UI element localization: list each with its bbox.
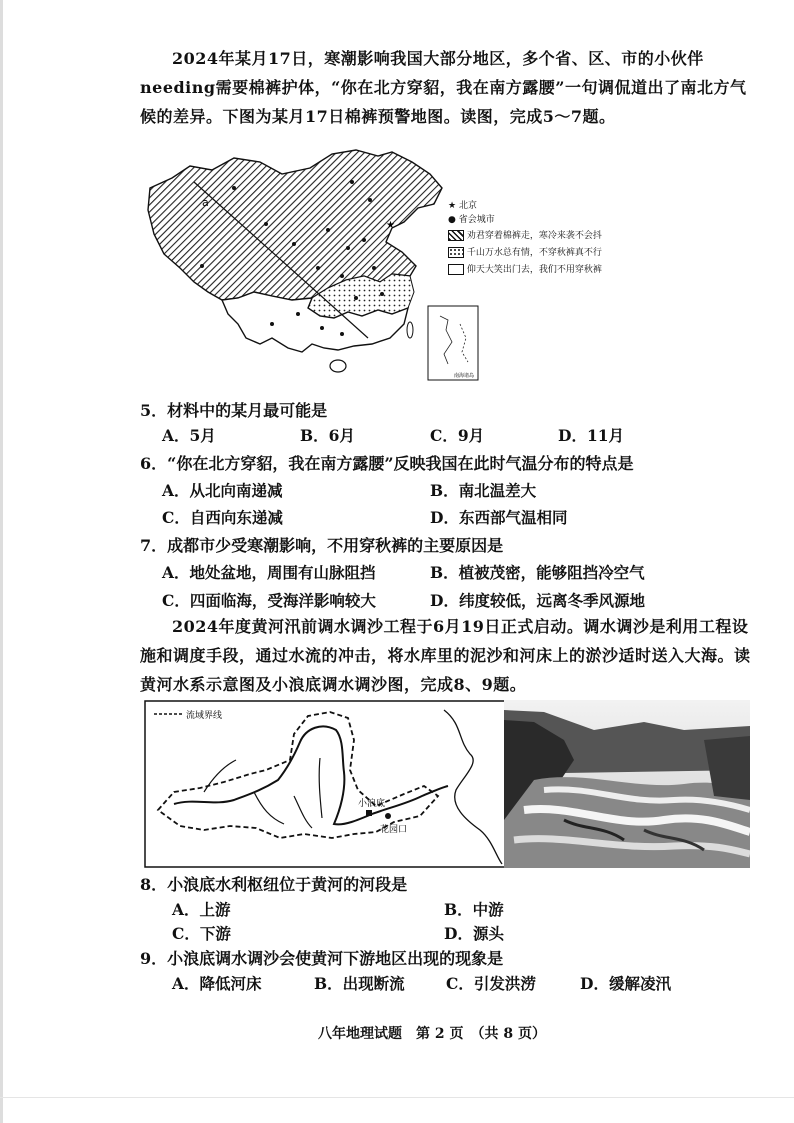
q9-option-d[interactable]: D．缓解凌汛 xyxy=(580,974,671,993)
q8-option-c[interactable]: C．下游 xyxy=(172,924,231,943)
scan-bottom-line xyxy=(0,1097,794,1098)
south-sea-inset xyxy=(428,306,478,380)
hainan-island xyxy=(330,360,346,372)
q7-option-b[interactable]: B．植被茂密，能够阻挡冷空气 xyxy=(430,563,645,582)
xiaolangdi-photo xyxy=(504,700,750,868)
intro-paragraph-1 xyxy=(140,44,760,131)
huayuankou-marker xyxy=(385,813,391,819)
blank-swatch-icon xyxy=(448,264,464,275)
q6-option-c[interactable]: C．自西向东递减 xyxy=(162,508,283,527)
xiaolangdi-marker xyxy=(366,810,372,816)
yellow-river-map xyxy=(144,700,506,868)
legend-capital: ● 省会城市 xyxy=(448,215,495,225)
label-huayuankou: 花园口 xyxy=(380,825,408,835)
scan-edge xyxy=(0,0,3,1123)
question-5-stem: 5．材料中的某月最可能是 xyxy=(140,401,328,420)
dots-swatch-icon xyxy=(448,247,464,258)
inset-label: 南海诸岛 xyxy=(454,373,475,379)
q5-option-d[interactable]: D．11月 xyxy=(558,426,625,445)
question-9-stem: 9．小浪底调水调沙会使黄河下游地区出现的现象是 xyxy=(140,949,504,968)
label-a: a xyxy=(202,196,209,209)
legend-blank: 仰天大笑出门去，我们不用穿秋裤 xyxy=(448,262,602,275)
star-icon: ★ xyxy=(448,201,457,211)
q6-option-b[interactable]: B．南北温差大 xyxy=(430,481,537,500)
cold-warning-map xyxy=(142,148,482,384)
legend-hatch: 劝君穿着棉裤走，寒冷来袭不会抖 xyxy=(448,228,602,241)
taiwan-island xyxy=(407,322,413,338)
q9-option-a[interactable]: A．降低河床 xyxy=(172,974,262,993)
intro-2-text: 2024年度黄河汛前调水调沙工程于6月19日正式启动。调水调沙是利用工程设施和调度手段，通过水流的冲击，将水库里的泥沙和河床上的淤沙适时送入大海。读黄河水系示意图及小浪底调水调沙图，完成8、9题。 xyxy=(140,617,751,694)
q8-option-b[interactable]: B．中游 xyxy=(444,900,504,919)
q7-option-a[interactable]: A．地处盆地，周围有山脉阻挡 xyxy=(162,563,376,582)
question-7-stem: 7．成都市少受寒潮影响，不用穿秋裤的主要原因是 xyxy=(140,536,504,555)
question-6-stem: 6．“你在北方穿貂，我在南方露腰”反映我国在此时气温分布的特点是 xyxy=(140,454,634,473)
q8-option-d[interactable]: D．源头 xyxy=(444,924,504,943)
page-footer: 八年地理试题 第 2 页 （共 8 页） xyxy=(318,1026,546,1042)
q6-option-d[interactable]: D．东西部气温相同 xyxy=(430,508,568,527)
q5-option-b[interactable]: B．6月 xyxy=(300,426,355,445)
legend-beijing: ★ 北京 xyxy=(448,201,477,211)
question-8-stem: 8．小浪底水利枢纽位于黄河的河段是 xyxy=(140,875,408,894)
q8-option-a[interactable]: A．上游 xyxy=(172,900,231,919)
intro-paragraph-2 xyxy=(140,612,760,699)
hatch-swatch-icon xyxy=(448,230,464,241)
q5-option-c[interactable]: C．9月 xyxy=(430,426,485,445)
q5-option-a[interactable]: A．5月 xyxy=(162,426,216,445)
q7-option-d[interactable]: D．纬度较低，远离冬季风源地 xyxy=(430,591,645,610)
label-xiaolangdi: 小浪底 xyxy=(358,799,386,809)
intro-1-text: 2024年某月17日，寒潮影响我国大部分地区，多个省、区、市的小伙伴needing需要棉裤护体，“你在北方穿貂，我在南方露腰”一句调侃道出了南北方气候的差异。下图为某月17日棉裤预警地图。读图，完成5～7题。 xyxy=(140,49,747,126)
dot-icon: ● xyxy=(448,215,456,225)
q9-option-b[interactable]: B．出现断流 xyxy=(314,974,405,993)
q7-option-c[interactable]: C．四面临海，受海洋影响较大 xyxy=(162,591,376,610)
legend-basin-boundary: 流域界线 xyxy=(186,711,223,721)
legend-dots: 千山万水总有情，不穿秋裤真不行 xyxy=(448,245,602,258)
q9-option-c[interactable]: C．引发洪涝 xyxy=(446,974,536,993)
q6-option-a[interactable]: A．从北向南递减 xyxy=(162,481,283,500)
beijing-star: ★ xyxy=(386,220,395,231)
